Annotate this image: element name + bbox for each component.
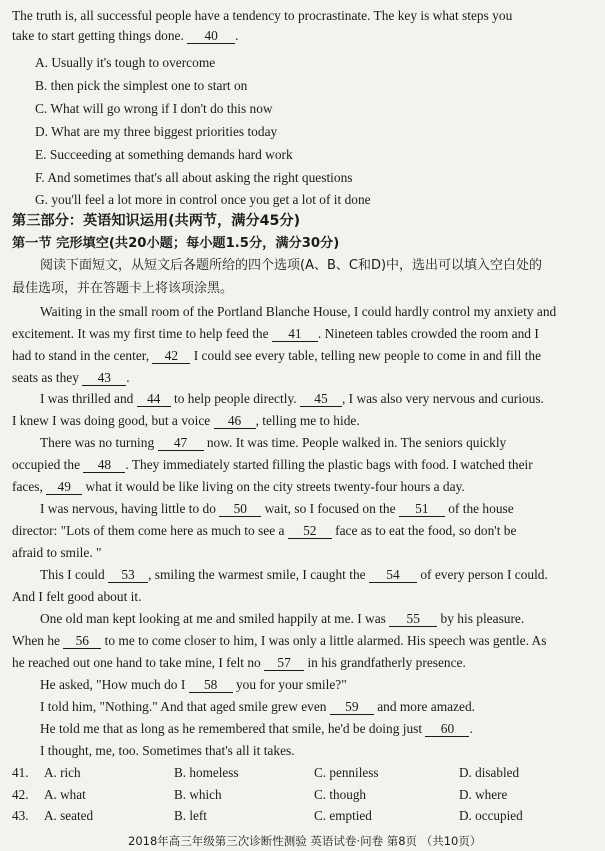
passage-line: He asked, "How much do I 58 you for your smile?" (40, 677, 347, 692)
page-footer: 2018年高三年级第三次诊断性测验 英语试卷·问卷 第8页 （共10页） (128, 834, 482, 848)
choice-a: A. seated (44, 808, 94, 823)
blank-55: 55 (389, 612, 437, 627)
option-d: D. What are my three biggest priorities today (35, 124, 278, 139)
passage-line: occupied the 48 . They immediately started filling the plastic bags with food. I watched their (12, 457, 533, 472)
option-e: E. Succeeding at something demands hard work (35, 147, 293, 162)
intro-line-1: The truth is, all successful people have a tendency to procrastinate. The key is what steps you (12, 8, 513, 23)
option-g: G. you'll feel a lot more in control once you get a lot of it done (35, 192, 371, 207)
blank-56: 56 (63, 634, 101, 649)
passage-line: Waiting in the small room of the Portland Blanche House, I could hardly control my anxiety and (40, 304, 557, 319)
choice-b: B. left (174, 808, 207, 823)
question-number: 41. (12, 765, 29, 780)
choice-d: D. where (459, 787, 508, 802)
blank-46: 46 (214, 414, 256, 429)
choice-a: A. what (44, 787, 86, 802)
blank-59: 59 (330, 700, 374, 715)
choice-c: C. though (314, 787, 367, 802)
blank-53: 53 (108, 568, 148, 583)
option-c: C. What will go wrong if I don't do this now (35, 101, 273, 116)
passage-line: And I felt good about it. (12, 589, 142, 604)
passage-line: One old man kept looking at me and smiled happily at me. I was 55 by his pleasure. (40, 611, 525, 626)
passage-line: afraid to smile. " (12, 545, 102, 560)
choice-b: B. homeless (174, 765, 239, 780)
blank-49: 49 (46, 480, 82, 495)
passage-line: seats as they 43 . (12, 370, 130, 385)
passage-line: I told him, "Nothing." And that aged smile grew even 59 and more amazed. (40, 699, 475, 714)
passage-line: He told me that as long as he remembered that smile, he'd be doing just 60 . (40, 721, 473, 736)
blank-40: 40 (187, 29, 235, 44)
choice-d: D. occupied (459, 808, 523, 823)
choice-c: C. penniless (314, 765, 379, 780)
option-b: B. then pick the simplest one to start on (35, 78, 248, 93)
blank-43: 43 (82, 371, 126, 386)
blank-54: 54 (369, 568, 417, 583)
passage-line: There was no turning 47 now. It was time. People walked in. The seniors quickly (40, 435, 507, 450)
blank-51: 51 (399, 502, 445, 517)
blank-44: 44 (137, 392, 171, 407)
option-a: A. Usually it's tough to overcome (35, 55, 216, 70)
blank-47: 47 (158, 436, 204, 451)
passage-line: I was nervous, having little to do 50 wait, so I focused on the 51 of the house (40, 501, 514, 516)
instructions-line-1: 阅读下面短文，从短文后各题所给的四个选项(A、B、C和D)中，选出可以填入空白处的 (40, 258, 543, 273)
choice-b: B. which (174, 787, 222, 802)
blank-42: 42 (152, 349, 190, 364)
question-number: 43. (12, 808, 29, 823)
passage-line: I thought, me, too. Sometimes that's all it takes. (40, 743, 295, 758)
blank-48: 48 (83, 458, 125, 473)
choice-a: A. rich (44, 765, 81, 780)
blank-41: 41 (272, 327, 318, 342)
option-f: F. And sometimes that's all about asking the right questions (35, 170, 353, 185)
section1-title: 第一节 完形填空(共20小题；每小题1.5分，满分30分) (12, 236, 340, 251)
blank-57: 57 (264, 656, 304, 671)
passage-line: director: "Lots of them come here as much to see a 52 face as to eat the food, so don't be (12, 523, 517, 538)
passage-line: had to stand in the center, 42 I could see every table, telling new people to come in and fill the (12, 348, 542, 363)
passage-line: faces, 49 what it would be like living on the city streets twenty-four hours a day. (12, 479, 465, 494)
blank-58: 58 (189, 678, 233, 693)
blank-50: 50 (219, 502, 261, 517)
passage-line: I knew I was doing good, but a voice 46 , telling me to hide. (12, 413, 360, 428)
choice-c: C. emptied (314, 808, 372, 823)
passage-line: he reached out one hand to take mine, I felt no 57 in his grandfatherly presence. (12, 655, 466, 670)
blank-60: 60 (425, 722, 469, 737)
question-number: 42. (12, 787, 29, 802)
choice-d: D. disabled (459, 765, 520, 780)
blank-52: 52 (288, 524, 332, 539)
blank-45: 45 (300, 392, 342, 407)
passage-line: excitement. It was my first time to help feed the 41 . Nineteen tables crowded the room and I (12, 326, 539, 341)
intro-line-2: take to start getting things done. 40 . (12, 28, 239, 43)
part3-title: 第三部分：英语知识运用(共两节，满分45分) (12, 213, 301, 229)
passage-line: When he 56 to me to come closer to him, I was only a little alarmed. His speech was gentle. As (12, 633, 547, 648)
passage-line: I was thrilled and 44 to help people directly. 45 , I was also very nervous and curious. (40, 391, 544, 406)
passage-line: This I could 53 , smiling the warmest smile, I caught the 54 of every person I could. (40, 567, 548, 582)
instructions-line-2: 最佳选项，并在答题卡上将该项涂黑。 (12, 281, 234, 296)
